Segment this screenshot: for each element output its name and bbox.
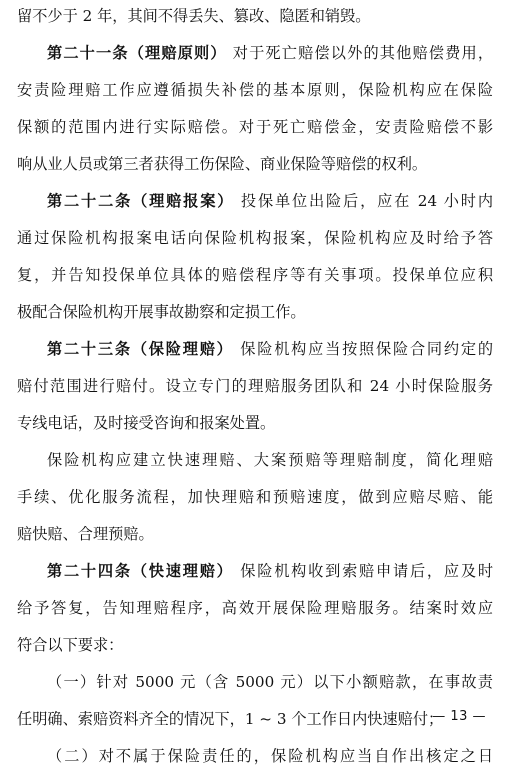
article-heading: 第二十一条（理赔原则） xyxy=(47,44,227,62)
body-line: 给予答复，告知理赔程序，高效开展保险理赔服务。结案时效应 xyxy=(17,599,493,617)
list-item-2-line: （二）对不属于保险责任的，保险机构应当自作出核定之日 xyxy=(47,747,493,765)
body-line: 保额的范围内进行实际赔偿。对于死亡赔偿金，安责险赔偿不影 xyxy=(17,118,493,136)
body-line: 赔付范围进行赔付。设立专门的理赔服务团队和 24 小时保险服务 xyxy=(17,377,493,395)
body-line: 极配合保险机构开展事故勘察和定损工作。 xyxy=(17,303,306,321)
body-line: 安责险理赔工作应遵循损失补偿的基本原则，保险机构应在保险 xyxy=(17,81,493,99)
article-24-line: 第二十四条（快速理赔） 保险机构收到索赔申请后，应及时 xyxy=(47,562,493,580)
paragraph-first-line: 保险机构应建立快速理赔、大案预赔等理赔制度，简化理赔 xyxy=(47,451,493,469)
article-23-line: 第二十三条（保险理赔） 保险机构应当按照保险合同约定的 xyxy=(47,340,493,358)
body-line: 响从业人员或第三者获得工伤保险、商业保险等赔偿的权利。 xyxy=(17,155,428,173)
body-line: 专线电话，及时接受咨询和报案处置。 xyxy=(17,414,276,432)
body-line: 留不少于 2 年，其间不得丢失、篡改、隐匿和销毁。 xyxy=(17,7,371,25)
article-heading: 第二十二条（理赔报案） xyxy=(47,192,235,210)
body-line: 任明确、索赔资料齐全的情况下，1 ~ 3 个工作日内快速赔付； xyxy=(17,710,444,728)
article-heading: 第二十四条（快速理赔） xyxy=(47,562,234,580)
article-22-line: 第二十二条（理赔报案） 投保单位出险后，应在 24 小时内 xyxy=(47,192,493,210)
article-heading: 第二十三条（保险理赔） xyxy=(47,340,234,358)
body-line: 赔快赔、合理预赔。 xyxy=(17,525,154,543)
page-number: — 13 — xyxy=(432,709,486,724)
body-line: 通过保险机构报案电话向保险机构报案，保险机构应及时给予答 xyxy=(17,229,493,247)
body-line: 符合以下要求： xyxy=(17,636,124,654)
body-line: 复，并告知投保单位具体的赔偿程序等有关事项。投保单位应积 xyxy=(17,266,493,284)
list-item-1-line: （一）针对 5000 元（含 5000 元）以下小额赔款，在事故责 xyxy=(47,673,493,691)
article-21-line: 第二十一条（理赔原则） 对于死亡赔偿以外的其他赔偿费用， xyxy=(47,44,493,62)
body-line: 手续、优化服务流程，加快理赔和预赔速度，做到应赔尽赔、能 xyxy=(17,488,493,506)
